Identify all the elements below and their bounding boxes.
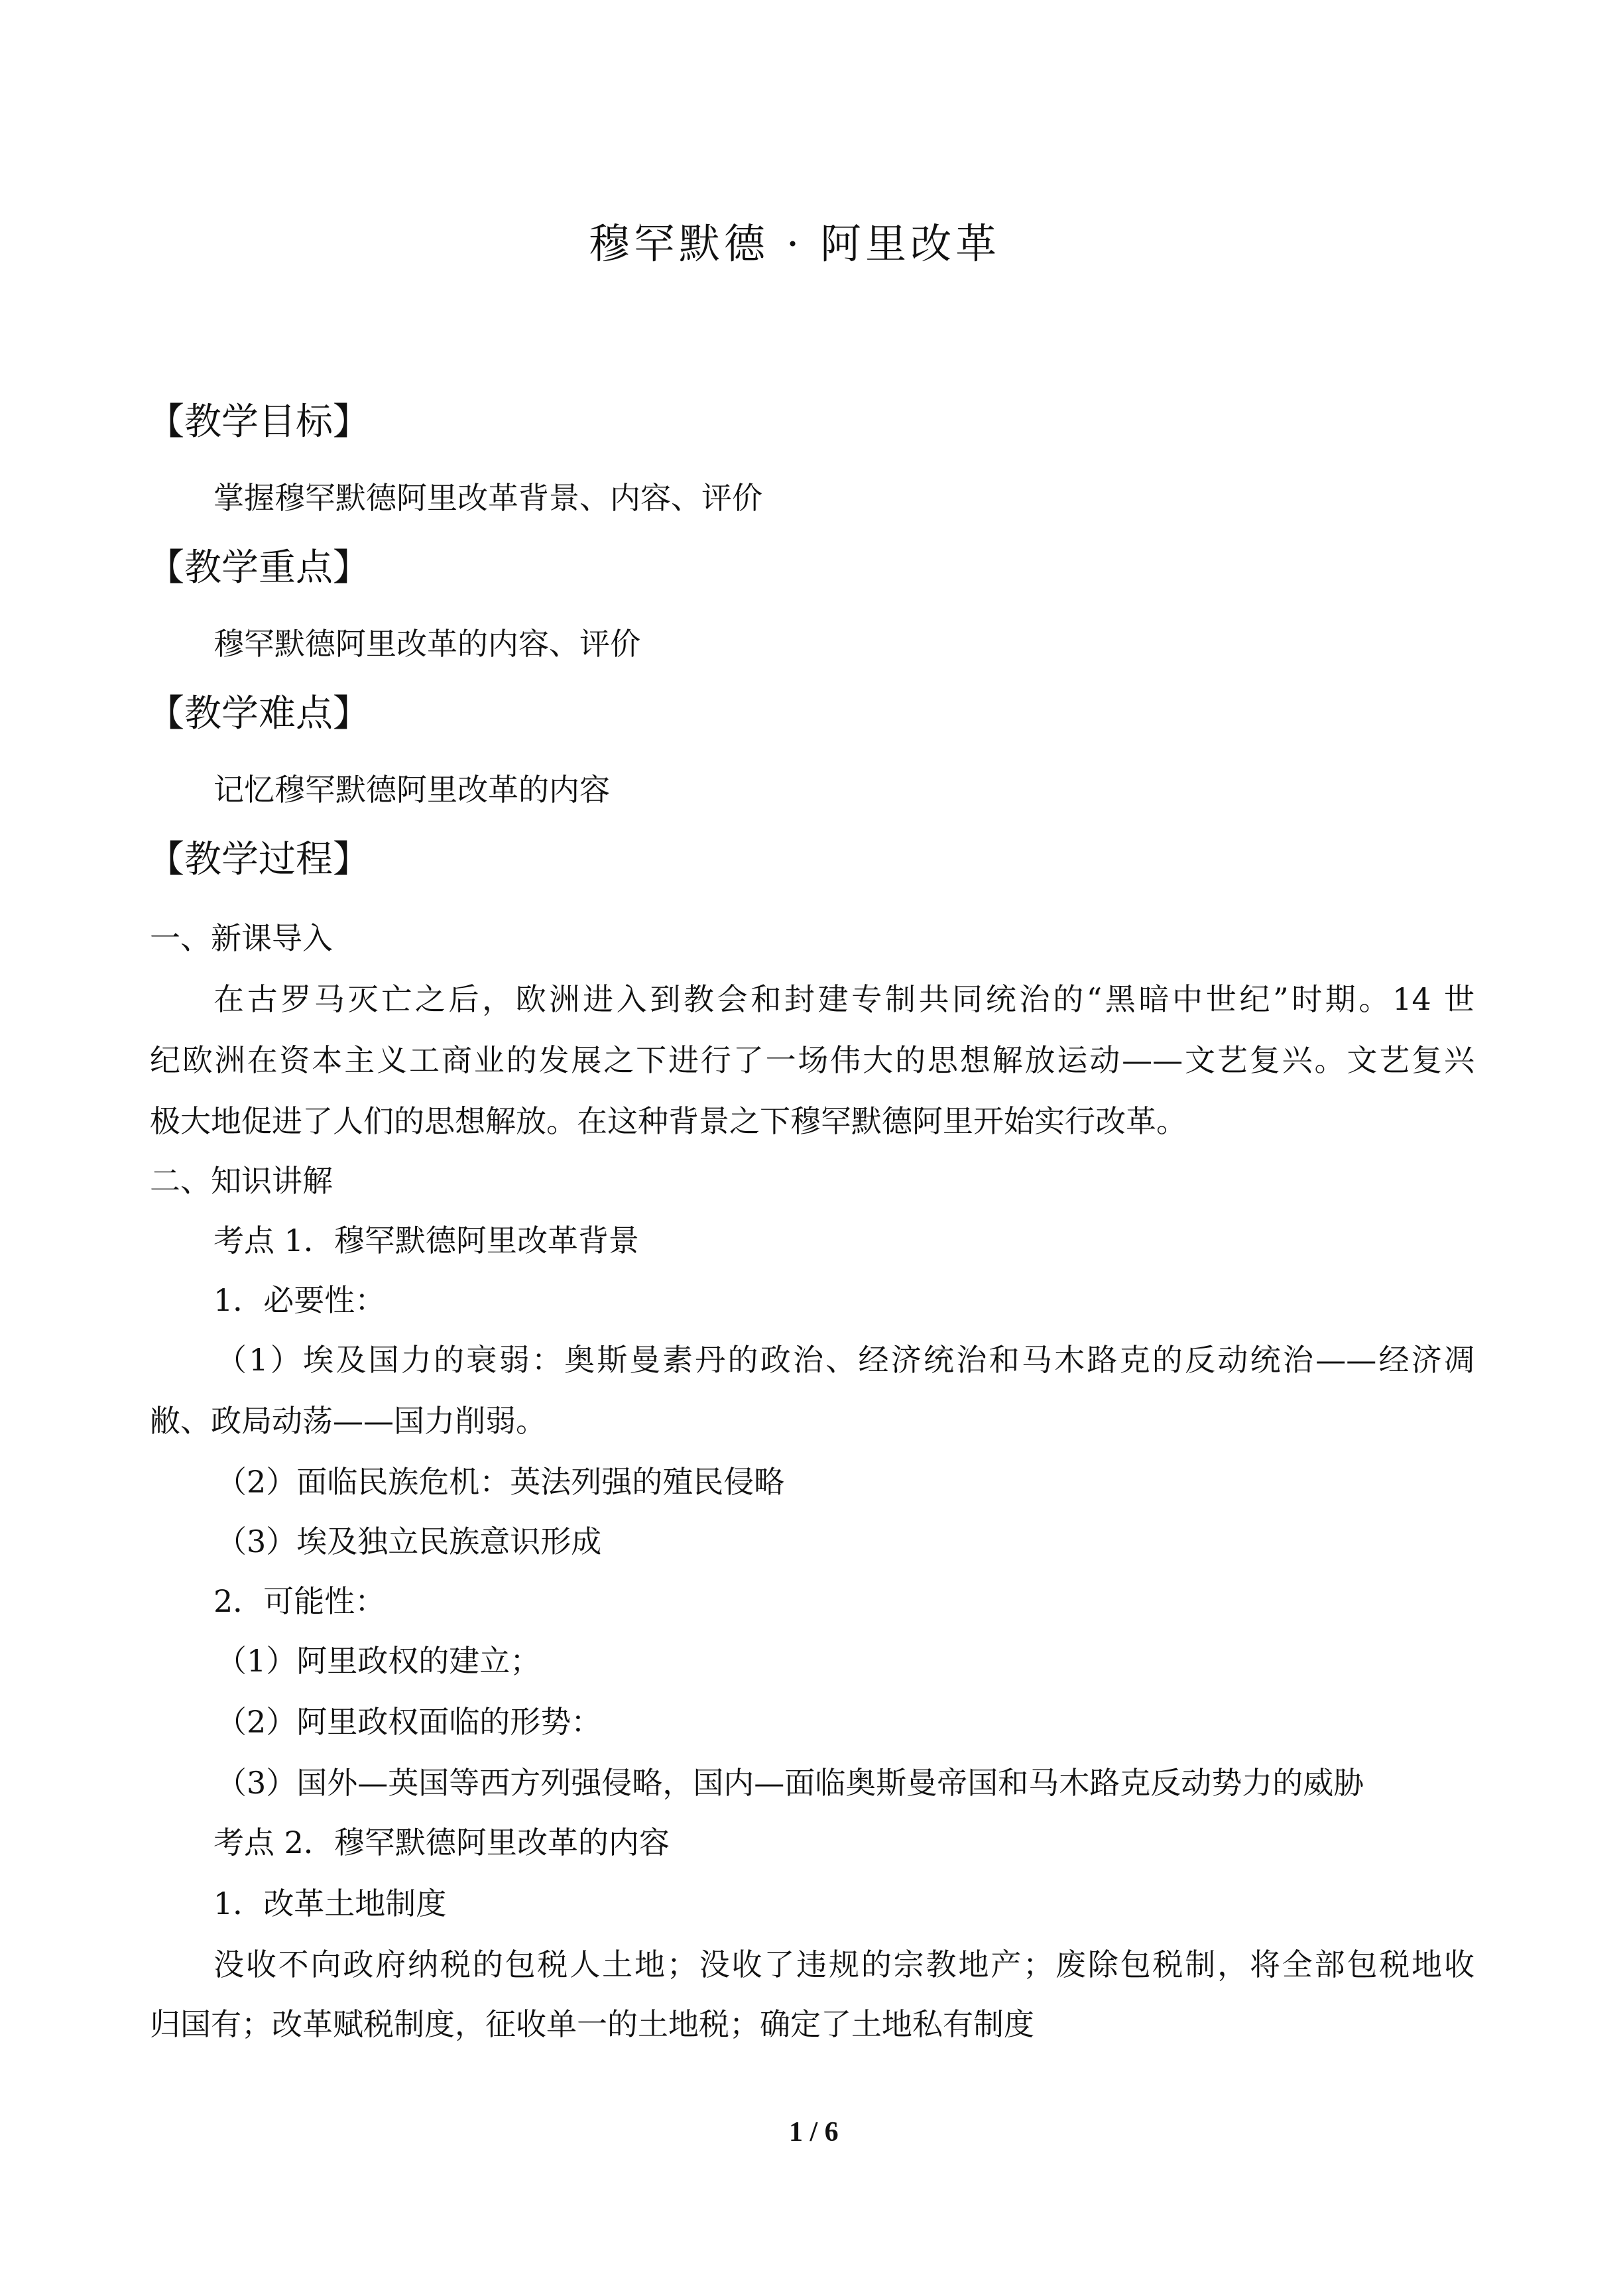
- body-line: 纪欧洲在资本主义工商业的发展之下进行了一场伟大的思想解放运动——文艺复兴。文艺复兴: [150, 1042, 1474, 1078]
- section-heading-goal: 【教学目标】: [147, 400, 370, 444]
- difficulty-text: 记忆穆罕默德阿里改革的内容: [213, 772, 610, 808]
- body-line: （2）面临民族危机：英法列强的殖民侵略: [216, 1464, 785, 1500]
- body-line: 在古罗马灭亡之后，欧洲进入到教会和封建专制共同统治的“黑暗中世纪”时期。14 世: [213, 981, 1474, 1017]
- section-heading-focus: 【教学重点】: [147, 546, 370, 589]
- body-line: 一、新课导入: [150, 920, 333, 956]
- section-heading-difficulty: 【教学难点】: [147, 692, 370, 735]
- body-line: 归国有；改革赋税制度，征收单一的土地税；确定了土地私有制度: [150, 2006, 1034, 2042]
- body-line: 二、知识讲解: [150, 1163, 333, 1199]
- body-line: 极大地促进了人们的思想解放。在这种背景之下穆罕默德阿里开始实行改革。: [150, 1103, 1187, 1139]
- section-heading-process: 【教学过程】: [147, 838, 370, 881]
- body-line: （1）埃及国力的衰弱：奥斯曼素丹的政治、经济统治和马木路克的反动统治——经济凋: [216, 1342, 1474, 1378]
- page-number: 1 / 6: [789, 2117, 839, 2147]
- goal-text: 掌握穆罕默德阿里改革背景、内容、评价: [213, 480, 762, 516]
- body-line: 敝、政局动荡——国力削弱。: [150, 1403, 546, 1439]
- body-line: （2）阿里政权面临的形势：: [216, 1704, 602, 1740]
- body-line: 考点 2．穆罕默德阿里改革的内容: [213, 1825, 670, 1860]
- body-line: 没收不向政府纳税的包税人土地；没收了违规的宗教地产；废除包税制，将全部包税地收: [213, 1947, 1474, 1982]
- body-line: 考点 1．穆罕默德阿里改革背景: [213, 1223, 639, 1258]
- body-line: 1．改革土地制度: [213, 1886, 447, 1921]
- body-line: （3）埃及独立民族意识形成: [216, 1524, 602, 1559]
- body-line: 2．可能性：: [213, 1583, 386, 1619]
- body-line: （3）国外—英国等西方列强侵略，国内—面临奥斯曼帝国和马木路克反动势力的威胁: [216, 1765, 1364, 1801]
- body-line: （1）阿里政权的建立；: [216, 1643, 541, 1679]
- body-line: 1．必要性：: [213, 1282, 386, 1318]
- focus-text: 穆罕默德阿里改革的内容、评价: [213, 626, 640, 662]
- page-title: 穆罕默德 · 阿里改革: [589, 219, 1001, 268]
